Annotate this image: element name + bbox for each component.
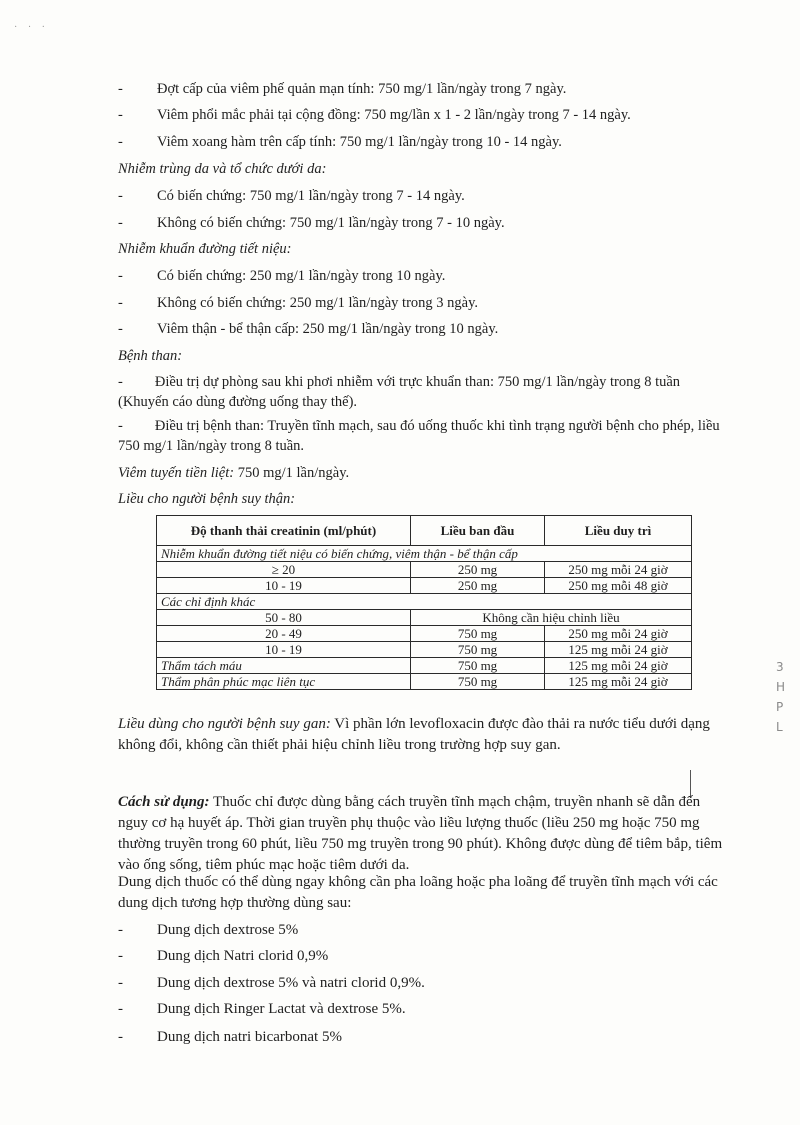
prostatitis-line: Viêm tuyến tiền liệt: 750 mg/1 lần/ngày. xyxy=(118,465,350,481)
section-heading: Nhiễm khuẩn đường tiết niệu: xyxy=(118,241,292,257)
bullet-dash: - xyxy=(118,418,123,434)
list-item: - Điều trị dự phòng sau khi phơi nhiễm với trực khuẩn than: 750 mg/1 lần/ngày trong 8 tuần (Khuyến cáo dùng đường uống thay thế). xyxy=(118,374,681,410)
table-header-row xyxy=(157,516,692,546)
table-row: 10 - 19 750 mg 125 mg mỗi 24 giờ xyxy=(157,642,692,658)
scan-speckle: · · · xyxy=(14,22,49,33)
liver-paragraph: Liều dùng cho người bệnh suy gan: Vì phần lớn levofloxacin được đào thải ra nước tiểu dưới dạng không đổi, không cần thiết phải hiệu chỉnh liều trong trường hợp suy gan. xyxy=(118,716,710,753)
margin-mark: H xyxy=(776,680,786,694)
table-row: ≥ 20 250 mg 250 mg mỗi 24 giờ xyxy=(157,562,692,578)
section-heading: Bệnh than: xyxy=(118,348,183,364)
section-heading: Liều cho người bệnh suy thận: xyxy=(118,491,296,507)
bullet-dash: - xyxy=(118,215,123,231)
column-header: Liều ban đầu xyxy=(411,516,545,546)
bullet-dash: - xyxy=(118,975,123,991)
bullet-dash: - xyxy=(118,295,123,311)
table-section-row: Các chỉ định khác xyxy=(157,594,692,610)
table-row: 50 - 80 Không cần hiệu chỉnh liều xyxy=(157,610,692,626)
bullet-dash: - xyxy=(118,321,123,337)
list-item: - Điều trị bệnh than: Truyền tĩnh mạch, sau đó uống thuốc khi tình trạng người bệnh cho phép, liều 750 mg/1 lần/ngày trong 8 tuần. xyxy=(118,418,720,454)
margin-mark: P xyxy=(776,700,784,714)
table-row: Thẩm tách máu 750 mg 125 mg mỗi 24 giờ xyxy=(157,658,692,674)
bullet-dash: - xyxy=(118,374,123,390)
bullet-dash: - xyxy=(118,922,123,938)
dilution-paragraph: Dung dịch thuốc có thể dùng ngay không cần pha loãng hoặc pha loãng để truyền tĩnh mạch với các dung dịch tương hợp thường dùng sau: xyxy=(118,874,718,911)
renal-dose-table xyxy=(156,515,692,690)
table-row: Thẩm phân phúc mạc liên tục 750 mg 125 mg mỗi 24 giờ xyxy=(157,674,692,690)
margin-mark: L xyxy=(776,720,783,734)
bullet-dash: - xyxy=(118,134,123,150)
margin-mark: 3 xyxy=(776,660,784,674)
column-header: Độ thanh thải creatinin (ml/phút) xyxy=(157,516,411,546)
bullet-dash: - xyxy=(118,107,123,123)
bullet-dash: - xyxy=(118,948,123,964)
document-page: · · · - Đợt cấp của viêm phế quản mạn tính: 750 mg/1 lần/ngày trong 7 ngày. - Viêm phổi mắc phải tại cộng đồng: 750 mg/lần x 1 - 2 lần/ngày trong 7 - 14 ngày. - Viêm xoang hàm trên cấp tính: 750 mg/1 lần/ngày trong 10 - 14 ngày. Nhiễm trùng da và tổ chức dưới da: - Có biến chứng: 750 mg/1 lần/ngày trong 7 - 14 ngày. - Không có biến chứng: 750 mg/1 lần/ngày trong 7 - 10 ngày. Nhiễm khuẩn đường tiết niệu: - Có biến chứng: 250 mg/1 lần/ngày trong 10 ngày. - Không có biến chứng: 250 mg/1 lần/ngày trong 3 ngày. - Viêm thận - bể thận cấp: 250 mg/1 lần/ngày trong 10 ngày. Bệnh than: - Điều trị dự phòng sau khi phơi nhiễm với trực khuẩn than: 750 mg/1 lần/ngày trong 8 tuần (Khuyến cáo dùng đường uống thay thế). - Điều trị bệnh than: Truyền tĩnh mạch, sau đó uống thuốc khi tình trạng người bệnh cho phép, liều 750 mg/1 lần/ngày trong 8 tuần. Viêm tuyến tiền liệt: 750 mg/1 lần/ngày. Liều cho người bệnh suy thận: Độ thanh thải creatinin (ml/phút) Liều ban đầu Liều duy trì Nhiễm khuẩn đường tiết niệu có biến chứng, viêm thận - bể thận cấp ≥ 20 250 mg 250 mg mỗi 24 giờ 10 - 19 250 mg 250 mg mỗi 48 giờ Các chỉ định khác 50 - 80 Không cần hiệu chỉnh liều 20 - 49 750 mg 250 mg mỗi 24 giờ 10 - 19 750 mg 125 mg mỗi 24 giờ Thẩm tách máu 750 mg 125 mg mỗi 24 giờ Thẩm phân phúc mạc liên tục 750 mg 125 mg mỗi 24 giờ Liều dùng cho người bệnh suy gan: Vì phần lớn levofloxacin được đào thải ra nước tiểu dưới dạng không đổi, không cần thiết phải hiệu chỉnh liều trong trường hợp suy gan. Cách sử dụng: Thuốc chỉ được dùng bằng cách truyền tĩnh mạch chậm, truyền nhanh sẽ dẫn đến nguy cơ hạ huyết áp. Thời gian truyền phụ thuộc vào liều lượng thuốc (liều 250 mg hoặc 750 mg thường truyền trong 60 phút, liều 750 mg truyền trong 90 phút). Không được dùng để tiêm bắp, tiêm vào ống sống, tiêm phúc mạc hoặc tiêm dưới da. Dung dịch thuốc có thể dùng ngay không cần pha loãng hoặc pha loãng để truyền tĩnh mạch với các dung dịch tương hợp thường dùng sau: - Dung dịch dextrose 5% - Dung dịch Natri clorid 0,9% - Dung dịch dextrose 5% và natri clorid 0,9%. - Dung dịch Ringer Lactat và dextrose 5%. - Dung dịch natri bicarbonat 5% 3 H P L xyxy=(14,22,786,1045)
section-heading: Nhiễm trùng da và tổ chức dưới da: xyxy=(118,161,327,177)
table-row: 10 - 19 250 mg 250 mg mỗi 48 giờ xyxy=(157,578,692,594)
bullet-dash: - xyxy=(118,268,123,284)
column-header: Liều duy trì xyxy=(545,516,692,546)
table-row: 20 - 49 750 mg 250 mg mỗi 24 giờ xyxy=(157,626,692,642)
bullet-dash: - xyxy=(118,188,123,204)
usage-paragraph: Cách sử dụng: Thuốc chỉ được dùng bằng cách truyền tĩnh mạch chậm, truyền nhanh sẽ dẫn đến nguy cơ hạ huyết áp. Thời gian truyền phụ thuộc vào liều lượng thuốc (liều 250 mg hoặc 750 mg thường truyền trong 60 phút, liều 750 mg truyền trong 90 phút). Không được dùng để tiêm bắp, tiêm vào ống sống, tiêm phúc mạc hoặc tiêm dưới da. xyxy=(118,794,723,873)
bullet-dash: - xyxy=(118,1029,123,1045)
bullet-dash: - xyxy=(118,1001,123,1017)
bullet-dash: - xyxy=(118,81,123,97)
table-section-row: Nhiễm khuẩn đường tiết niệu có biến chứng, viêm thận - bể thận cấp xyxy=(157,546,692,562)
